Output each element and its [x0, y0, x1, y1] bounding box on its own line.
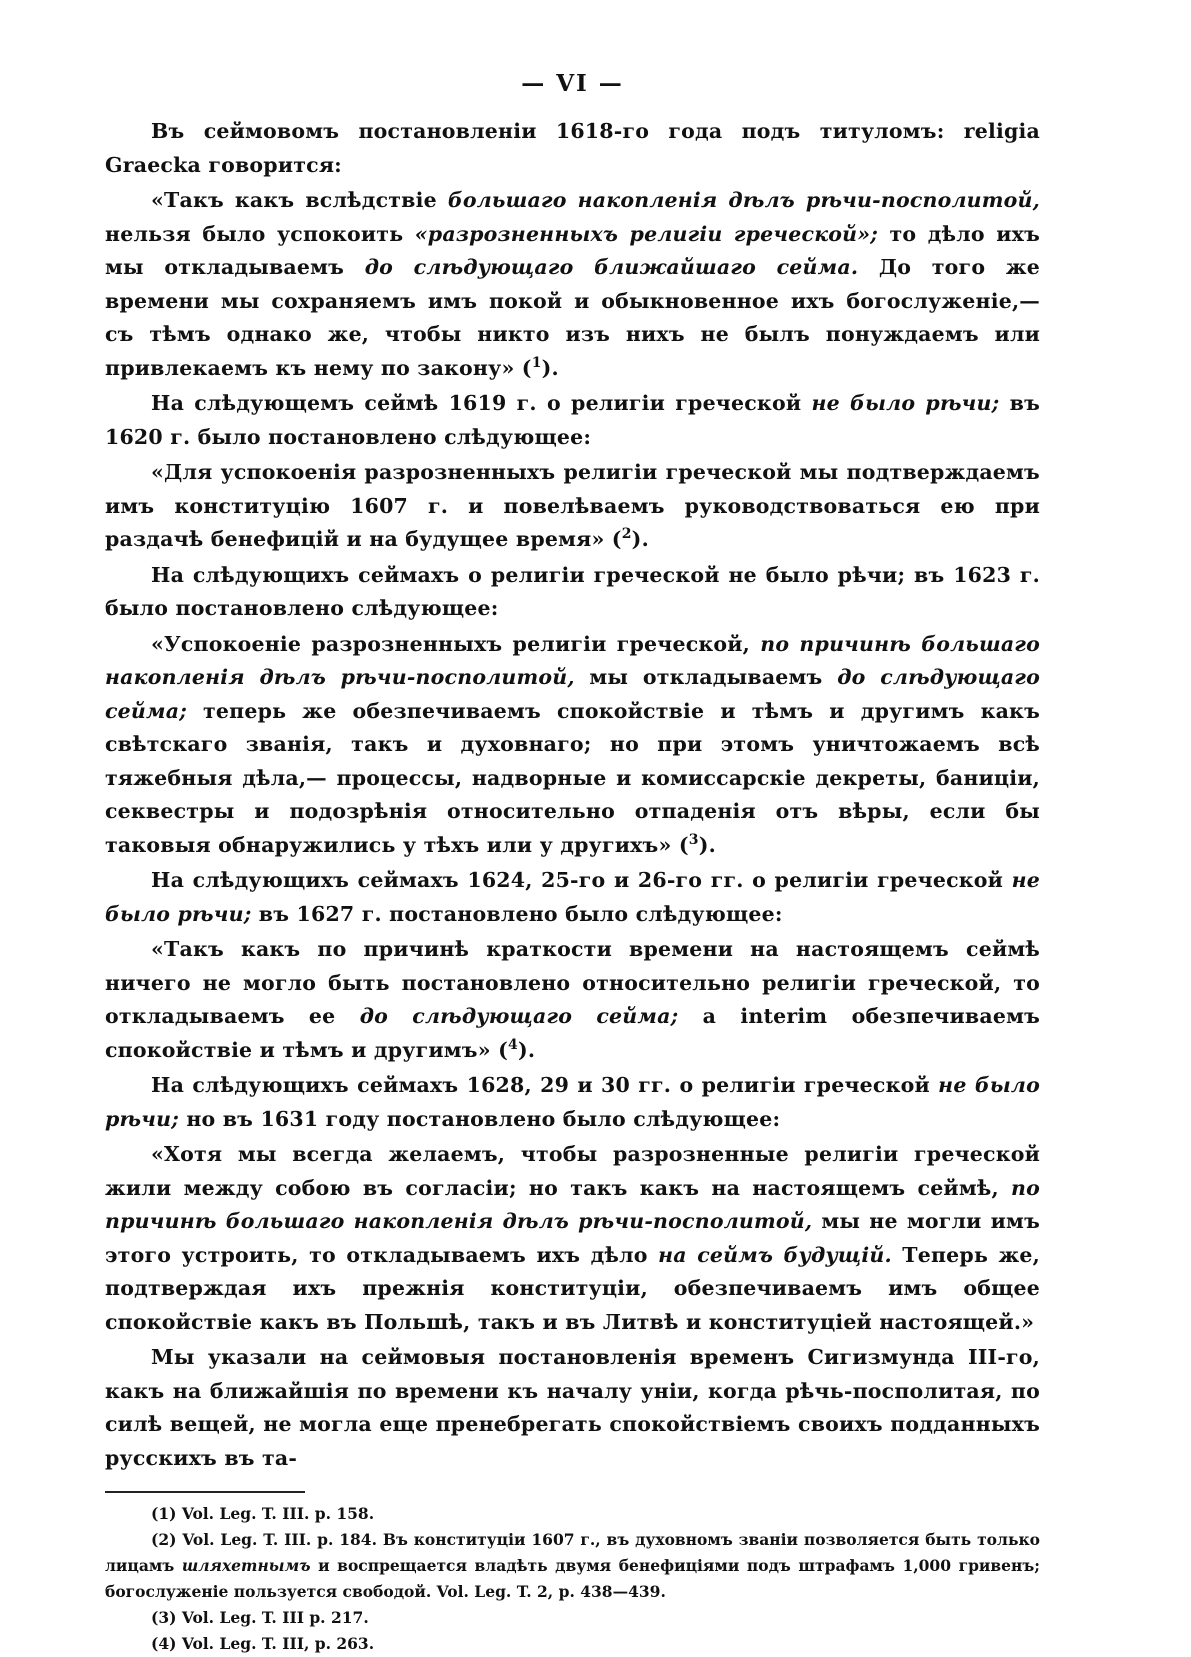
paragraph	[105, 864, 1040, 931]
footnote	[105, 1527, 1040, 1605]
text-run: (1) Vol. Leg. T. III. p. 158.	[151, 1504, 375, 1523]
paragraph	[105, 933, 1040, 1067]
text-run: (2) Vol. Leg. T. III. p. 184. Въ конституціи 1607 г., въ духовномъ званіи позволяется быть только лицамъ	[105, 1530, 1040, 1575]
page-number: — VI —	[521, 70, 624, 97]
text-run: До того же времени мы сохраняемъ имъ покой и обыкновенное ихъ богослуженіе,— съ тѣмъ однако же, чтобы никто изъ нихъ не былъ понуждаемъ или привлекаемъ къ нему по закону» (	[105, 255, 1040, 380]
emphasis-text: до слѣдующаго сейма;	[105, 665, 1040, 723]
text-run: «Хотя мы всегда желаемъ, чтобы разрозненные религіи греческой жили между собою въ согласіи; но такъ какъ на настоящемъ сеймѣ,	[105, 1142, 1040, 1200]
paragraph	[105, 1341, 1040, 1475]
footnote-divider	[105, 1491, 305, 1493]
footnote-reference: 2	[621, 526, 632, 543]
paragraph	[105, 115, 1040, 182]
emphasis-text: не было рѣчи;	[105, 868, 1040, 926]
emphasis-text: «разрозненныхъ религіи греческой»;	[414, 221, 879, 246]
text-run: теперь же обезпечиваемъ спокойствіе и тѣмъ и другимъ какъ свѣтскаго званія, такъ и духовнаго; но при этомъ уничтожаемъ всѣ тяжебныя дѣла,— процессы, надворные и комиссарскіе декреты, баниціи, секвестры и подозрѣнія относительно отпаденія отъ вѣры, если бы таковыя обнаружились у тѣхъ или у другихъ» (	[105, 698, 1040, 857]
text-run: Въ сеймовомъ постановленіи 1618-го года подъ титуломъ: religia Graecka говорится:	[105, 119, 1040, 177]
text-run: а interim обезпечиваемъ спокойствіе и тѣмъ и другимъ» (	[105, 1004, 1041, 1062]
text-run: мы откладываемъ	[574, 665, 838, 689]
paragraph	[105, 1138, 1040, 1339]
emphasis-text: не было рѣчи;	[105, 1073, 1041, 1131]
text-run: (3) Vol. Leg. T. III p. 217.	[151, 1608, 369, 1627]
emphasis-text: шляхетнымъ	[181, 1556, 311, 1575]
text-run: (4) Vol. Leg. T. III, p. 263.	[151, 1634, 375, 1653]
footnote	[105, 1605, 1040, 1631]
text-run: но въ 1631 году постановлено было слѣдующее:	[178, 1106, 781, 1131]
paragraph	[105, 559, 1040, 626]
footnotes	[105, 1501, 1040, 1657]
text-run: мы не могли имъ этого устроить, то откладываемъ ихъ дѣло	[105, 1209, 1040, 1267]
footnote-reference: 3	[688, 831, 699, 848]
text-run: «Такъ какъ вслѣдствіе	[151, 188, 448, 212]
footnote	[105, 1501, 1040, 1527]
emphasis-text: по причинѣ большаго накопленія дѣлъ рѣчи-посполитой,	[105, 631, 1040, 689]
emphasis-text: до слѣдующаго сейма;	[359, 1004, 679, 1028]
text-run: «Такъ какъ по причинѣ краткости времени на настоящемъ сеймѣ ничего не могло быть постановлено относительно религіи греческой, то откладываемъ ее	[105, 937, 1040, 1028]
text-run: «Для успокоенія разрозненныхъ религіи греческой мы подтверждаемъ имъ конституцію 1607 г. и повелѣваемъ руководствоваться ею при раздачѣ бенефицій и на будущее время» (	[105, 460, 1040, 551]
text-run: На слѣдующемъ сеймѣ 1619 г. о религіи греческой	[151, 391, 812, 415]
text-run: и воспрещается владѣть двумя бенефиціями подъ штрафамъ 1,000 гривенъ; богослуженіе пользуется свободой. Vol. Leg. T. 2, p. 438—439.	[105, 1556, 1041, 1601]
paragraph	[105, 1069, 1040, 1136]
paragraph	[105, 184, 1040, 385]
text-run: нельзя было успокоить	[105, 221, 415, 246]
emphasis-text: на сеймъ будущій.	[658, 1242, 892, 1267]
body-text	[105, 115, 1040, 1475]
text-run: Мы указали на сеймовыя постановленія временъ Сигизмунда III-го, какъ на ближайшія по времени къ началу уніи, когда рѣчь-посполитая, по силѣ вещей, не могла еще пренебрегать спокойствіемъ своихъ подданныхъ русскихъ въ та-	[105, 1345, 1040, 1470]
text-run: въ 1627 г. постановлено было слѣдующее:	[251, 901, 783, 926]
text-run: ).	[631, 527, 649, 551]
text-run: ).	[541, 355, 559, 380]
text-run: Теперь же, подтверждая ихъ прежнія конституціи, обезпечиваемъ имъ общее спокойствіе какъ въ Польшѣ, такъ и въ Литвѣ и конституціей настоящей.»	[105, 1242, 1041, 1334]
paragraph	[105, 628, 1040, 863]
paragraph	[105, 387, 1040, 454]
footnote-reference: 1	[531, 354, 542, 371]
text-run: то дѣло ихъ мы откладываемъ	[105, 221, 1041, 279]
emphasis-text: не было рѣчи;	[811, 391, 1000, 415]
text-run: «Успокоеніе разрозненныхъ религіи греческой,	[151, 631, 761, 656]
footnote	[105, 1631, 1040, 1657]
paragraph	[105, 456, 1040, 557]
emphasis-text: большаго накопленія дѣлъ рѣчи-посполитой,	[447, 188, 1040, 212]
text-run: На слѣдующихъ сеймахъ о религіи греческой не было рѣчи; въ 1623 г. было постановлено слѣдующее:	[105, 562, 1040, 620]
text-run: ).	[698, 832, 716, 857]
text-run: На слѣдующихъ сеймахъ 1624, 25-го и 26-го гг. о религіи греческой	[151, 868, 1012, 892]
text-run: На слѣдующихъ сеймахъ 1628, 29 и 30 гг. о религіи греческой	[151, 1073, 939, 1097]
emphasis-text: до слѣдующаго ближайшаго сейма.	[364, 255, 859, 279]
emphasis-text: по причинѣ большаго накопленія дѣлъ рѣчи-посполитой,	[105, 1175, 1040, 1233]
document-page	[105, 70, 1040, 1657]
text-run: ).	[517, 1037, 536, 1062]
text-run: въ 1620 г. было постановлено слѣдующее:	[105, 391, 1040, 449]
footnote-reference: 4	[507, 1036, 518, 1053]
